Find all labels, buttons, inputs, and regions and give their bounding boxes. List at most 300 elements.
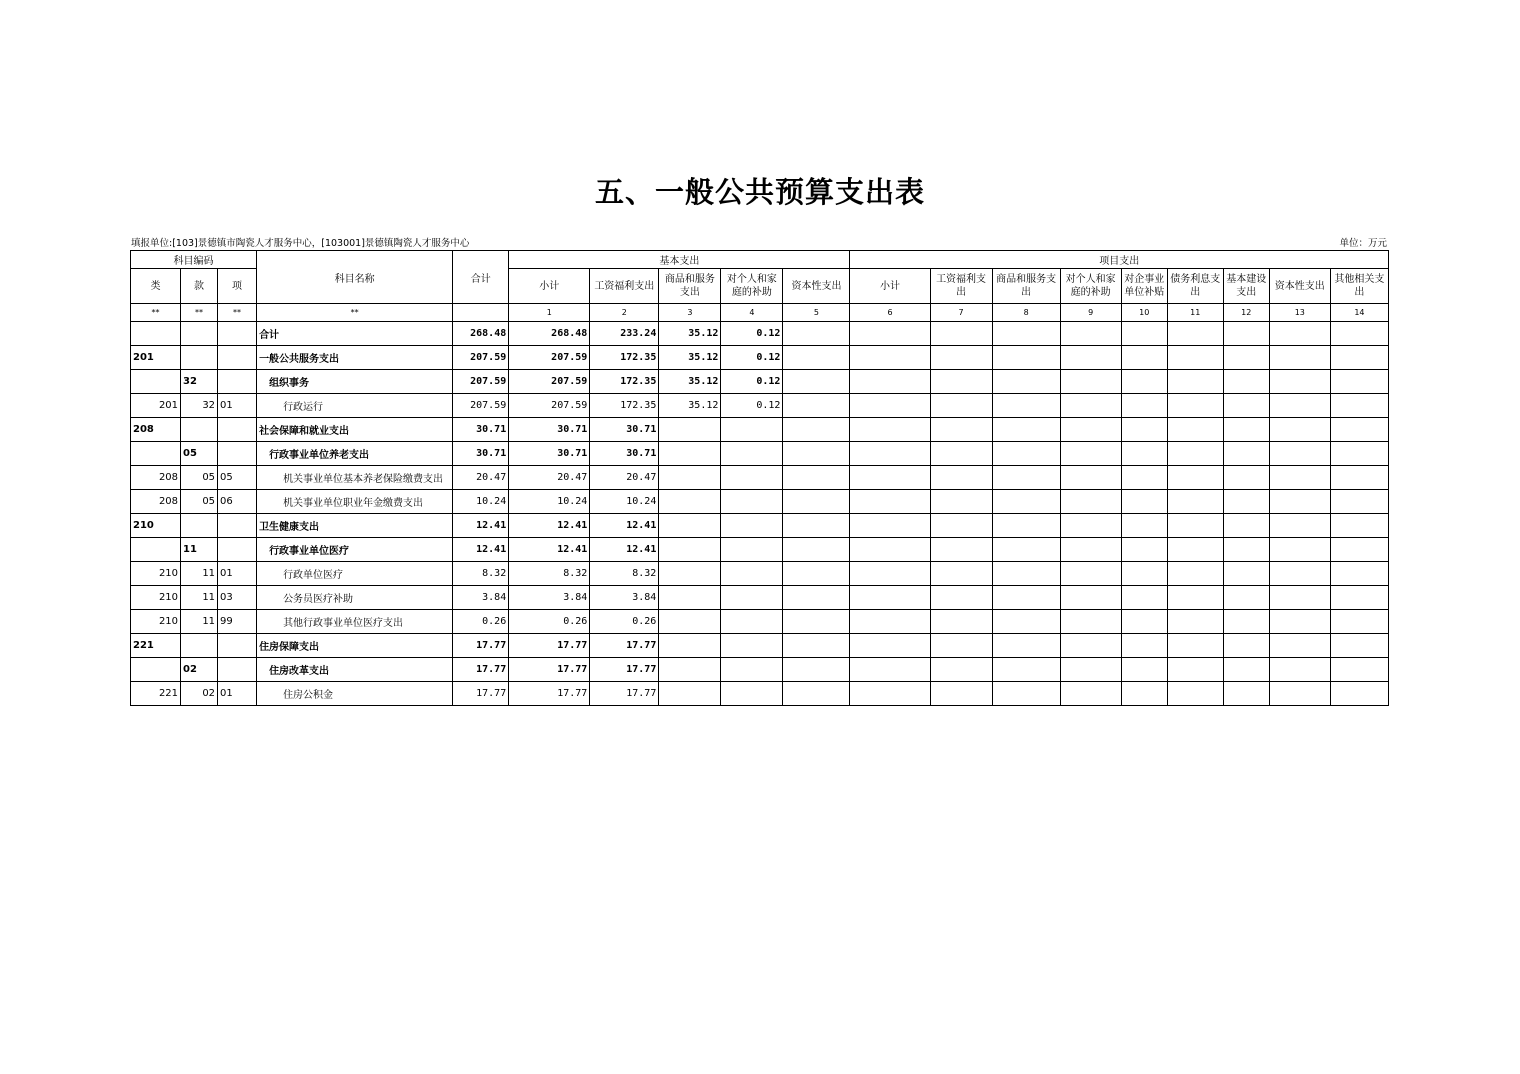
wage-welfare-cell: 233.24 [590, 322, 659, 346]
empty-cell [1330, 370, 1388, 394]
index-cell: 12 [1223, 304, 1269, 322]
kuan-cell: 11 [181, 562, 218, 586]
column-header: 小计 [850, 269, 930, 304]
empty-cell [1167, 322, 1223, 346]
subject-name-cell: 卫生健康支出 [257, 514, 453, 538]
empty-cell [850, 514, 930, 538]
total-cell: 268.48 [453, 322, 509, 346]
wage-welfare-cell: 17.77 [590, 634, 659, 658]
table-body [131, 322, 1389, 706]
empty-cell [1167, 466, 1223, 490]
empty-cell [1121, 490, 1167, 514]
empty-cell [1060, 346, 1121, 370]
empty-cell [930, 682, 992, 706]
personal-subsidy-cell [721, 682, 783, 706]
project-expense-header: 项目支出 [850, 251, 1389, 269]
empty-cell [1223, 370, 1269, 394]
basic-subtotal-cell: 12.41 [509, 538, 590, 562]
empty-cell [992, 466, 1060, 490]
empty-cell [1060, 562, 1121, 586]
goods-services-cell [659, 442, 721, 466]
empty-cell [783, 418, 850, 442]
index-row [131, 304, 1389, 322]
empty-cell [930, 442, 992, 466]
empty-cell [1269, 538, 1330, 562]
empty-cell [783, 634, 850, 658]
kuan-cell: 02 [181, 658, 218, 682]
empty-cell [992, 634, 1060, 658]
xiang-cell [218, 634, 257, 658]
goods-services-cell [659, 514, 721, 538]
empty-cell [783, 394, 850, 418]
basic-subtotal-cell: 17.77 [509, 682, 590, 706]
personal-subsidy-cell [721, 490, 783, 514]
empty-cell [1167, 562, 1223, 586]
column-header: 工资福利支出 [590, 269, 659, 304]
index-cell: 11 [1167, 304, 1223, 322]
total-cell: 12.41 [453, 514, 509, 538]
empty-cell [783, 538, 850, 562]
empty-cell [1269, 514, 1330, 538]
basic-subtotal-cell: 12.41 [509, 514, 590, 538]
total-cell: 30.71 [453, 442, 509, 466]
empty-cell [783, 466, 850, 490]
index-cell: 6 [850, 304, 930, 322]
empty-cell [930, 490, 992, 514]
lei-cell: 208 [131, 490, 181, 514]
empty-cell [930, 346, 992, 370]
empty-cell [1269, 586, 1330, 610]
empty-cell [1060, 394, 1121, 418]
xiang-cell [218, 322, 257, 346]
basic-expense-header: 基本支出 [509, 251, 850, 269]
empty-cell [930, 514, 992, 538]
xiang-cell [218, 538, 257, 562]
goods-services-cell: 35.12 [659, 346, 721, 370]
empty-cell [1330, 586, 1388, 610]
personal-subsidy-cell [721, 634, 783, 658]
kuan-cell: 11 [181, 610, 218, 634]
table-row [131, 562, 1389, 586]
basic-subtotal-cell: 268.48 [509, 322, 590, 346]
empty-cell [1060, 658, 1121, 682]
table-row [131, 634, 1389, 658]
kuan-cell [181, 322, 218, 346]
column-header: 小计 [509, 269, 590, 304]
personal-subsidy-cell [721, 466, 783, 490]
total-cell: 8.32 [453, 562, 509, 586]
empty-cell [930, 322, 992, 346]
empty-cell [1223, 610, 1269, 634]
empty-cell [850, 562, 930, 586]
kuan-cell [181, 418, 218, 442]
column-header: 对个人和家庭的补助 [721, 269, 783, 304]
index-cell [453, 304, 509, 322]
lei-cell: 221 [131, 682, 181, 706]
basic-subtotal-cell: 207.59 [509, 370, 590, 394]
empty-cell [1121, 514, 1167, 538]
kuan-cell: 11 [181, 538, 218, 562]
empty-cell [1060, 634, 1121, 658]
basic-subtotal-cell: 207.59 [509, 394, 590, 418]
column-header: 对个人和家庭的补助 [1060, 269, 1121, 304]
xiang-cell: 99 [218, 610, 257, 634]
empty-cell [783, 514, 850, 538]
empty-cell [783, 562, 850, 586]
empty-cell [850, 490, 930, 514]
empty-cell [850, 346, 930, 370]
empty-cell [1121, 466, 1167, 490]
empty-cell [1060, 442, 1121, 466]
empty-cell [1223, 658, 1269, 682]
empty-cell [1330, 442, 1388, 466]
empty-cell [1167, 514, 1223, 538]
column-header: 资本性支出 [783, 269, 850, 304]
goods-services-cell [659, 418, 721, 442]
index-cell: ** [218, 304, 257, 322]
empty-cell [930, 610, 992, 634]
index-cell: ** [131, 304, 181, 322]
index-cell: 3 [659, 304, 721, 322]
empty-cell [1060, 514, 1121, 538]
subject-name-cell: 住房改革支出 [257, 658, 453, 682]
empty-cell [1060, 322, 1121, 346]
total-cell: 17.77 [453, 634, 509, 658]
subject-name-cell: 组织事务 [257, 370, 453, 394]
empty-cell [1121, 562, 1167, 586]
empty-cell [992, 562, 1060, 586]
empty-cell [992, 370, 1060, 394]
empty-cell [850, 394, 930, 418]
xiang-cell: 05 [218, 466, 257, 490]
empty-cell [1167, 442, 1223, 466]
reporting-unit: 填报单位:[103]景德镇市陶瓷人才服务中心，[103001]景德镇陶瓷人才服务中心 [131, 238, 470, 249]
column-header: 基本建设支出 [1223, 269, 1269, 304]
goods-services-cell [659, 490, 721, 514]
lei-cell: 221 [131, 634, 181, 658]
wage-welfare-cell: 10.24 [590, 490, 659, 514]
subject-name-cell: 一般公共服务支出 [257, 346, 453, 370]
kuan-cell: 05 [181, 490, 218, 514]
lei-cell [131, 658, 181, 682]
empty-cell [783, 682, 850, 706]
table-row [131, 610, 1389, 634]
empty-cell [1330, 418, 1388, 442]
empty-cell [1269, 394, 1330, 418]
empty-cell [930, 538, 992, 562]
wage-welfare-cell: 0.26 [590, 610, 659, 634]
lei-cell: 210 [131, 586, 181, 610]
personal-subsidy-cell [721, 442, 783, 466]
empty-cell [1269, 346, 1330, 370]
goods-services-cell: 35.12 [659, 322, 721, 346]
empty-cell [1121, 346, 1167, 370]
table-row [131, 322, 1389, 346]
total-cell: 10.24 [453, 490, 509, 514]
empty-cell [992, 610, 1060, 634]
empty-cell [1223, 490, 1269, 514]
empty-cell [1269, 442, 1330, 466]
lei-cell [131, 322, 181, 346]
goods-services-cell [659, 466, 721, 490]
table-row [131, 442, 1389, 466]
empty-cell [930, 634, 992, 658]
wage-welfare-cell: 30.71 [590, 418, 659, 442]
empty-cell [850, 466, 930, 490]
index-cell: 13 [1269, 304, 1330, 322]
empty-cell [1121, 442, 1167, 466]
personal-subsidy-cell [721, 514, 783, 538]
index-cell: 8 [992, 304, 1060, 322]
lei-cell [131, 370, 181, 394]
empty-cell [1060, 682, 1121, 706]
total-cell: 0.26 [453, 610, 509, 634]
basic-subtotal-cell: 10.24 [509, 490, 590, 514]
empty-cell [1121, 682, 1167, 706]
empty-cell [992, 586, 1060, 610]
goods-services-cell: 35.12 [659, 370, 721, 394]
index-cell: 9 [1060, 304, 1121, 322]
index-cell: 10 [1121, 304, 1167, 322]
subject-name-cell: 行政事业单位养老支出 [257, 442, 453, 466]
empty-cell [1121, 418, 1167, 442]
column-header: 商品和服务支出 [659, 269, 721, 304]
table-row [131, 466, 1389, 490]
basic-subtotal-cell: 3.84 [509, 586, 590, 610]
goods-services-cell [659, 586, 721, 610]
empty-cell [1060, 370, 1121, 394]
empty-cell [930, 370, 992, 394]
table-row [131, 586, 1389, 610]
lei-cell: 210 [131, 610, 181, 634]
empty-cell [1060, 610, 1121, 634]
empty-cell [850, 538, 930, 562]
xiang-cell: 01 [218, 682, 257, 706]
index-cell: 2 [590, 304, 659, 322]
empty-cell [1269, 562, 1330, 586]
table-row [131, 514, 1389, 538]
empty-cell [1223, 346, 1269, 370]
xiang-cell: 03 [218, 586, 257, 610]
empty-cell [1223, 394, 1269, 418]
empty-cell [850, 682, 930, 706]
empty-cell [1121, 322, 1167, 346]
subject-name-cell: 合计 [257, 322, 453, 346]
empty-cell [1060, 418, 1121, 442]
wage-welfare-cell: 3.84 [590, 586, 659, 610]
basic-subtotal-cell: 17.77 [509, 634, 590, 658]
wage-welfare-cell: 17.77 [590, 682, 659, 706]
goods-services-cell [659, 562, 721, 586]
empty-cell [783, 610, 850, 634]
total-cell: 30.71 [453, 418, 509, 442]
empty-cell [1330, 322, 1388, 346]
empty-cell [1167, 490, 1223, 514]
index-cell: 1 [509, 304, 590, 322]
basic-subtotal-cell: 8.32 [509, 562, 590, 586]
personal-subsidy-cell: 0.12 [721, 346, 783, 370]
kuan-cell [181, 514, 218, 538]
empty-cell [992, 682, 1060, 706]
basic-subtotal-cell: 30.71 [509, 442, 590, 466]
column-header: 债务利息支出 [1167, 269, 1223, 304]
goods-services-cell [659, 634, 721, 658]
subject-name-cell: 机关事业单位职业年金缴费支出 [257, 490, 453, 514]
goods-services-cell: 35.12 [659, 394, 721, 418]
empty-cell [1167, 394, 1223, 418]
table-row [131, 658, 1389, 682]
empty-cell [1223, 442, 1269, 466]
empty-cell [992, 490, 1060, 514]
empty-cell [850, 418, 930, 442]
subject-name-cell: 行政运行 [257, 394, 453, 418]
empty-cell [1223, 634, 1269, 658]
empty-cell [1167, 634, 1223, 658]
wage-welfare-cell: 20.47 [590, 466, 659, 490]
personal-subsidy-cell: 0.12 [721, 370, 783, 394]
basic-subtotal-cell: 17.77 [509, 658, 590, 682]
personal-subsidy-cell: 0.12 [721, 394, 783, 418]
subject-name-cell: 社会保障和就业支出 [257, 418, 453, 442]
empty-cell [850, 610, 930, 634]
empty-cell [1121, 610, 1167, 634]
empty-cell [1330, 658, 1388, 682]
personal-subsidy-cell [721, 610, 783, 634]
empty-cell [1121, 634, 1167, 658]
subject-name-cell: 公务员医疗补助 [257, 586, 453, 610]
empty-cell [1269, 466, 1330, 490]
table-row [131, 394, 1389, 418]
currency-unit: 单位：万元 [1339, 238, 1387, 249]
empty-cell [1269, 370, 1330, 394]
empty-cell [1223, 418, 1269, 442]
empty-cell [1060, 466, 1121, 490]
personal-subsidy-cell [721, 586, 783, 610]
empty-cell [783, 370, 850, 394]
empty-cell [1121, 538, 1167, 562]
empty-cell [1330, 466, 1388, 490]
empty-cell [930, 658, 992, 682]
lei-cell: 210 [131, 562, 181, 586]
index-cell: 14 [1330, 304, 1388, 322]
empty-cell [1269, 682, 1330, 706]
xiang-cell: 06 [218, 490, 257, 514]
subject-name-cell: 行政事业单位医疗 [257, 538, 453, 562]
index-cell: ** [181, 304, 218, 322]
xiang-cell [218, 442, 257, 466]
subject-name-cell: 其他行政事业单位医疗支出 [257, 610, 453, 634]
goods-services-cell [659, 538, 721, 562]
empty-cell [930, 586, 992, 610]
empty-cell [1060, 538, 1121, 562]
empty-cell [1330, 490, 1388, 514]
empty-cell [1167, 586, 1223, 610]
empty-cell [1167, 658, 1223, 682]
subject-name-cell: 住房保障支出 [257, 634, 453, 658]
column-header: 商品和服务支出 [992, 269, 1060, 304]
personal-subsidy-cell: 0.12 [721, 322, 783, 346]
empty-cell [1167, 610, 1223, 634]
total-header: 合计 [453, 251, 509, 304]
empty-cell [783, 658, 850, 682]
index-cell: ** [257, 304, 453, 322]
xiang-cell [218, 346, 257, 370]
personal-subsidy-cell [721, 658, 783, 682]
empty-cell [783, 346, 850, 370]
basic-subtotal-cell: 20.47 [509, 466, 590, 490]
budget-table [130, 250, 1389, 706]
empty-cell [850, 586, 930, 610]
lei-cell: 201 [131, 346, 181, 370]
empty-cell [850, 322, 930, 346]
kuan-cell: 05 [181, 466, 218, 490]
empty-cell [992, 514, 1060, 538]
empty-cell [1330, 682, 1388, 706]
kuan-cell: 32 [181, 370, 218, 394]
kuan-cell [181, 634, 218, 658]
empty-cell [1330, 538, 1388, 562]
lei-cell: 201 [131, 394, 181, 418]
goods-services-cell [659, 658, 721, 682]
wage-welfare-cell: 172.35 [590, 370, 659, 394]
total-cell: 20.47 [453, 466, 509, 490]
wage-welfare-cell: 8.32 [590, 562, 659, 586]
empty-cell [1269, 322, 1330, 346]
empty-cell [1121, 394, 1167, 418]
header-row-1 [131, 251, 1389, 269]
empty-cell [992, 346, 1060, 370]
index-cell: 5 [783, 304, 850, 322]
empty-cell [1167, 682, 1223, 706]
empty-cell [1060, 586, 1121, 610]
subject-name-header: 科目名称 [257, 251, 453, 304]
empty-cell [1269, 634, 1330, 658]
total-cell: 17.77 [453, 658, 509, 682]
empty-cell [1330, 562, 1388, 586]
table-row [131, 370, 1389, 394]
subject-name-cell: 住房公积金 [257, 682, 453, 706]
empty-cell [850, 442, 930, 466]
total-cell: 207.59 [453, 394, 509, 418]
empty-cell [783, 322, 850, 346]
wage-welfare-cell: 12.41 [590, 538, 659, 562]
empty-cell [1121, 658, 1167, 682]
kuan-cell: 32 [181, 394, 218, 418]
kuan-cell [181, 346, 218, 370]
lei-cell [131, 442, 181, 466]
basic-subtotal-cell: 0.26 [509, 610, 590, 634]
xiang-header: 项 [218, 269, 257, 304]
xiang-cell: 01 [218, 562, 257, 586]
personal-subsidy-cell [721, 538, 783, 562]
empty-cell [1223, 322, 1269, 346]
column-header: 对企事业单位补贴 [1121, 269, 1167, 304]
empty-cell [1269, 490, 1330, 514]
lei-cell: 208 [131, 418, 181, 442]
empty-cell [992, 538, 1060, 562]
goods-services-cell [659, 682, 721, 706]
index-cell: 7 [930, 304, 992, 322]
empty-cell [1060, 490, 1121, 514]
empty-cell [783, 490, 850, 514]
lei-cell [131, 538, 181, 562]
wage-welfare-cell: 17.77 [590, 658, 659, 682]
column-header: 其他相关支出 [1330, 269, 1388, 304]
lei-header: 类 [131, 269, 181, 304]
empty-cell [992, 322, 1060, 346]
subject-name-cell: 行政单位医疗 [257, 562, 453, 586]
wage-welfare-cell: 172.35 [590, 394, 659, 418]
